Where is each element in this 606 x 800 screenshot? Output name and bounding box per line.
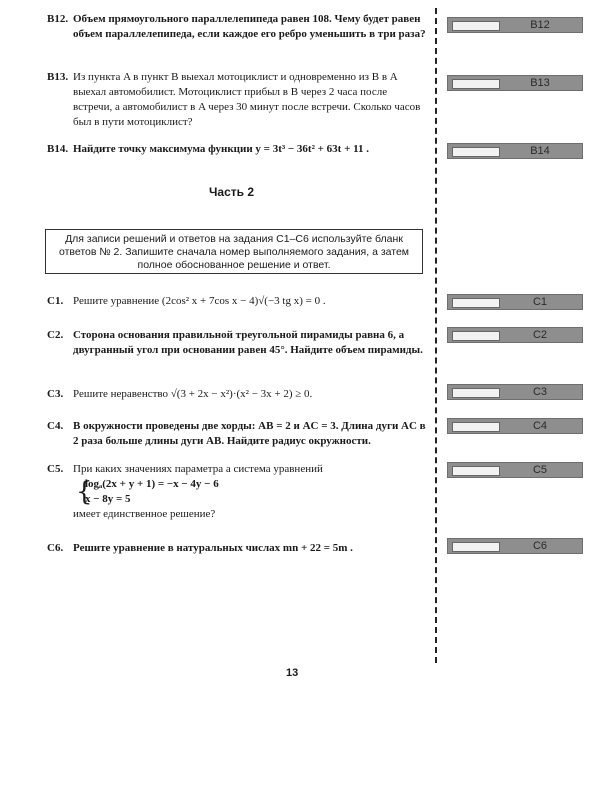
task-text: В окружности проведены две хорды: AB = 2 и AC = 3. Длина дуги AC в 2 раза больше длины дуги AB. Найдите радиус окружности. [73, 420, 426, 447]
answer-field-c4[interactable] [447, 418, 583, 434]
answer-field-c2[interactable] [447, 327, 583, 343]
page-number: 13 [286, 667, 299, 679]
task-number: C2. [47, 329, 64, 341]
answer-box[interactable] [452, 147, 500, 157]
task-b14 [47, 142, 427, 157]
task-number: C4. [47, 420, 64, 432]
task-text: Решите неравенство √(3 + 2x − x²)·(x² − 3x + 2) ≥ 0. [73, 388, 313, 400]
task-text: Из пункта A в пункт B выехал мотоциклист и одновременно из B в A выехал автомобилист. Мотоциклист прибыл в B через 2 часа после встречи, а автомобилист в A через 30 минут после встречи. Сколько часов был в пути мотоциклист? [73, 71, 421, 128]
part-title: Часть 2 [209, 185, 255, 199]
answer-field-label: B13 [530, 77, 550, 89]
task-c5 [47, 462, 427, 522]
task-text: Решите уравнение в натуральных числах mn + 22 = 5m . [73, 542, 353, 554]
dashed-divider [435, 8, 437, 663]
answer-field-c6[interactable] [447, 538, 583, 554]
task-b12 [47, 12, 427, 42]
answer-field-c5[interactable] [447, 462, 583, 478]
answer-field-label: B14 [530, 145, 550, 157]
answer-field-label: C6 [532, 540, 548, 552]
answer-field-label: C3 [532, 386, 548, 398]
answer-box[interactable] [452, 21, 500, 31]
answer-box[interactable] [452, 331, 500, 341]
task-number: C5. [47, 463, 64, 475]
task-number: C3. [47, 388, 64, 400]
answer-field-label: B12 [530, 19, 550, 31]
task-b13 [47, 70, 427, 130]
task-number: B12. [47, 13, 69, 25]
task-number: C1. [47, 295, 64, 307]
task-c3 [47, 387, 427, 402]
answer-field-label: C1 [532, 296, 548, 308]
answer-box[interactable] [452, 422, 500, 432]
task-text: Объем прямоугольного параллелепипеда равен 108. Чему будет равен объем параллелепипеда, если каждое его ребро уменьшить в три раза? [73, 13, 426, 40]
answer-box[interactable] [452, 298, 500, 308]
answer-field-b14[interactable] [447, 143, 583, 159]
answer-box[interactable] [452, 466, 500, 476]
task-text: Сторона основания правильной треугольной пирамиды равна 6, а двугранный угол при основании равен 45°. Найдите объем пирамиды. [73, 329, 423, 356]
answer-field-label: C5 [532, 464, 548, 476]
answer-box[interactable] [452, 388, 500, 398]
answer-field-b13[interactable] [447, 75, 583, 91]
answer-field-c1[interactable] [447, 294, 583, 310]
task-text-tail: имеет единственное решение? [73, 508, 216, 520]
task-number: B13. [47, 71, 69, 83]
answer-box[interactable] [452, 79, 500, 89]
task-c2 [47, 328, 427, 358]
answer-field-b12[interactable] [447, 17, 583, 33]
task-number: B14. [47, 143, 69, 155]
answer-field-label: C2 [532, 329, 548, 341]
task-c1 [47, 294, 427, 309]
task-text: При каких значениях параметра a система уравнений [73, 463, 323, 475]
system-brace-icon: { [76, 477, 93, 507]
answer-field-label: C4 [532, 420, 548, 432]
task-number: C6. [47, 542, 64, 554]
task-c6 [47, 541, 427, 556]
answer-field-c3[interactable] [447, 384, 583, 400]
system-equation-1: logₐ(2x + y + 1) = −x − 4y − 6 [85, 478, 219, 490]
task-text: Решите уравнение (2cos² x + 7cos x − 4)√(−3 tg x) = 0 . [73, 295, 326, 307]
instructions-box: Для записи решений и ответов на задания С1–С6 используйте бланк ответов № 2. Запишите сначала номер выполняемого задания, а затем полное обоснованное решение и ответ. [45, 229, 423, 274]
task-text: Найдите точку максимума функции y = 3t³ − 36t² + 63t + 11 . [73, 143, 369, 155]
system-equation-2: x − 8y = 5 [85, 493, 131, 505]
answer-box[interactable] [452, 542, 500, 552]
task-c4 [47, 419, 427, 449]
